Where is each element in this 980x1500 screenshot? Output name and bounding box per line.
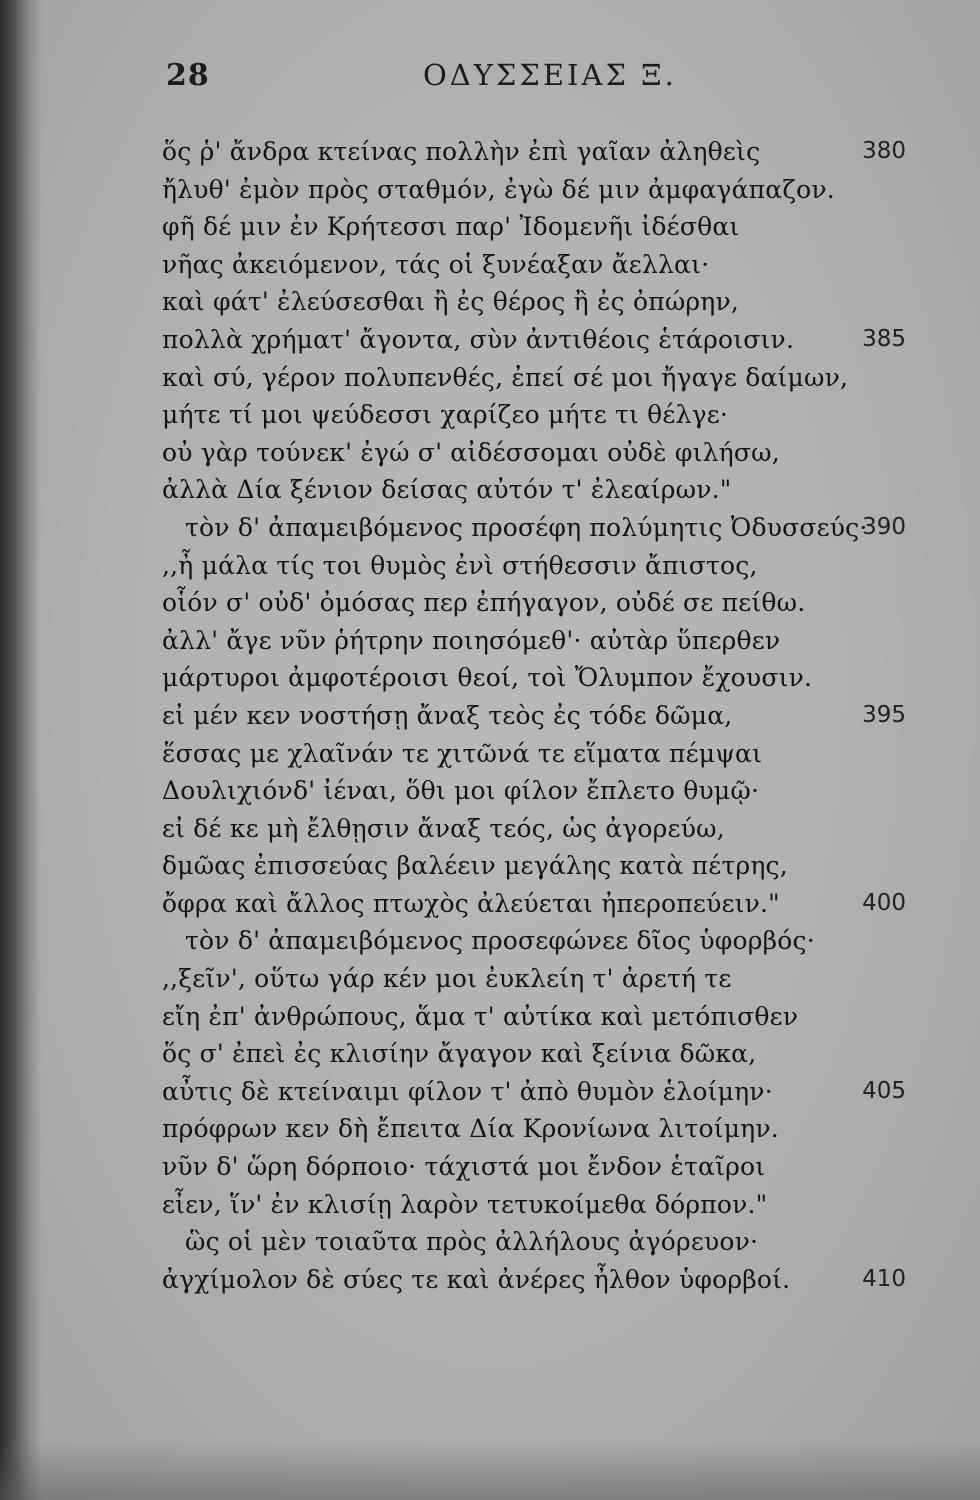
verse-text: καὶ φάτ' ἐλεύσεσθαι ἢ ἐς θέρος ἢ ἐς ὀπώρην,	[162, 287, 740, 317]
verse-line	[0, 208, 980, 246]
line-number: 405	[862, 1077, 906, 1104]
verse-line	[0, 283, 980, 321]
verse-text: φῆ δέ μιν ἐν Κρήτεσσι παρ' Ἰδομενῆι ἰδέσθαι	[162, 212, 740, 242]
verse-text: οὐ γὰρ τούνεκ' ἐγώ σ' αἰδέσσομαι οὐδὲ φιλήσω,	[162, 437, 780, 467]
verse-line	[0, 735, 980, 773]
verse-text: ,,ξεῖν', οὕτω γάρ κέν μοι ἐυκλείη τ' ἀρετή τε	[162, 964, 732, 994]
verse-line	[0, 1186, 980, 1224]
verse-text: μήτε τί μοι ψεύδεσσι χαρίζεο μήτε τι θέλγε·	[162, 400, 729, 430]
verse-text: Δουλιχιόνδ' ἰέναι, ὅθι μοι φίλον ἔπλετο θυμῷ·	[162, 776, 760, 806]
verse-text: πρόφρων κεν δὴ ἔπειτα Δία Κρονίωνα λιτοίμην.	[162, 1114, 779, 1144]
running-title: ΟΔΥΣΣΕΙΑΣ Ξ.	[423, 58, 677, 92]
verse-line	[0, 659, 980, 697]
verse-text: οἷόν σ' οὐδ' ὀμόσας περ ἐπήγαγον, οὐδέ σε πείθω.	[162, 588, 806, 618]
line-number: 380	[862, 138, 906, 164]
verse-line	[0, 960, 980, 998]
line-number: 385	[862, 325, 906, 352]
verse-line	[0, 998, 980, 1036]
verse-text: εἴη ἐπ' ἀνθρώπους, ἅμα τ' αὐτίκα καὶ μετόπισθεν	[162, 1001, 799, 1031]
verse-text: ,,ἦ μάλα τίς τοι θυμὸς ἐνὶ στήθεσσιν ἄπιστος,	[162, 550, 758, 580]
verse-text: ἕσσας με χλαῖνάν τε χιτῶνά τε εἵματα πέμψαι	[162, 738, 763, 768]
verse-text: τὸν δ' ἀπαμειβόμενος προσέφη πολύμητις Ὀδυσσεύς·	[185, 512, 868, 542]
verse-text: ἀλλὰ Δία ξένιον δείσας αὐτόν τ' ἐλεαίρων."	[162, 475, 732, 505]
line-number: 390	[862, 513, 906, 540]
verse-line	[0, 1261, 980, 1299]
verse-line	[0, 1035, 980, 1073]
page-edge-shadow	[0, 1440, 980, 1500]
verse-text: αὖτις δὲ κτείναιμι φίλον τ' ἀπὸ θυμὸν ἑλοίμην·	[162, 1076, 773, 1106]
line-number: 410	[862, 1265, 906, 1292]
verse-text: ὅς σ' ἐπεὶ ἐς κλισίην ἄγαγον καὶ ξείνια δῶκα,	[162, 1039, 757, 1069]
verse-line	[0, 1073, 980, 1111]
verse-text: ἤλυθ' ἐμὸν πρὸς σταθμόν, ἐγὼ δέ μιν ἀμφαγάπαζον.	[162, 174, 835, 204]
verse-line	[0, 1148, 980, 1186]
verse-text: εἰ μέν κεν νοστήσῃ ἄναξ τεὸς ἐς τόδε δῶμα,	[162, 700, 733, 730]
line-number: 400	[862, 889, 906, 916]
verse-line	[0, 584, 980, 622]
verse-line	[0, 359, 980, 397]
verse-text: εἶεν, ἵν' ἐν κλισίῃ λαρὸν τετυκοίμεθα δόρπον."	[162, 1189, 768, 1219]
verse-text: νῦν δ' ὥρη δόρποιο· τάχιστά μοι ἔνδον ἑταῖροι	[162, 1152, 766, 1182]
verse-line	[0, 885, 980, 923]
verse-text: ὣς οἱ μὲν τοιαῦτα πρὸς ἀλλήλους ἀγόρευον·	[185, 1227, 759, 1257]
verse-line	[0, 1110, 980, 1148]
verse-text: δμῶας ἐπισσεύας βαλέειν μεγάλης κατὰ πέτρης,	[162, 851, 788, 881]
verse-line	[0, 772, 980, 810]
verse-line	[0, 471, 980, 509]
verse-text: ὅς ῥ' ἄνδρα κτείνας πολλὴν ἐπὶ γαῖαν ἀληθεὶς	[162, 137, 761, 166]
verse-line	[0, 922, 980, 960]
verse-text: ὄφρα καὶ ἄλλος πτωχὸς ἀλεύεται ἠπεροπεύειν."	[162, 888, 780, 918]
verse-text: εἰ δέ κε μὴ ἔλθῃσιν ἄναξ τεός, ὡς ἀγορεύω,	[162, 813, 725, 843]
verse-line	[0, 171, 980, 209]
verse-line	[0, 133, 980, 171]
verse-line	[0, 1223, 980, 1261]
verse-text: μάρτυροι ἀμφοτέροισι θεοί, τοὶ Ὄλυμπον ἔχουσιν.	[162, 663, 813, 693]
verse-text: νῆας ἀκειόμενον, τάς οἱ ξυνέαξαν ἄελλαι·	[162, 249, 710, 279]
verse-text: πολλὰ χρήματ' ἄγοντα, σὺν ἀντιθέοις ἑτάροισιν.	[162, 324, 795, 354]
verse-line	[0, 847, 980, 885]
verse-line	[0, 697, 980, 735]
page-header	[0, 58, 980, 98]
verse-line	[0, 547, 980, 585]
verse-text: καὶ σύ, γέρον πολυπενθές, ἐπεί σέ μοι ἤγαγε δαίμων,	[162, 362, 849, 392]
verse-line	[0, 434, 980, 472]
verse-text: ἀλλ' ἄγε νῦν ῥήτρην ποιησόμεθ'· αὐτὰρ ὕπερθεν	[162, 625, 781, 655]
verse-line	[0, 246, 980, 284]
verse-line	[0, 396, 980, 434]
verse-line	[0, 810, 980, 848]
verse-text: τὸν δ' ἀπαμειβόμενος προσεφώνεε δῖος ὑφορβός·	[185, 926, 815, 956]
verse-line	[0, 321, 980, 359]
line-number: 395	[862, 701, 906, 728]
verse-text: ἀγχίμολον δὲ σύες τε καὶ ἀνέρες ἦλθον ὑφορβοί.	[162, 1264, 791, 1294]
page-number: 28	[166, 58, 210, 93]
verse-block	[0, 133, 980, 1298]
verse-line	[0, 622, 980, 660]
verse-line	[0, 509, 980, 547]
